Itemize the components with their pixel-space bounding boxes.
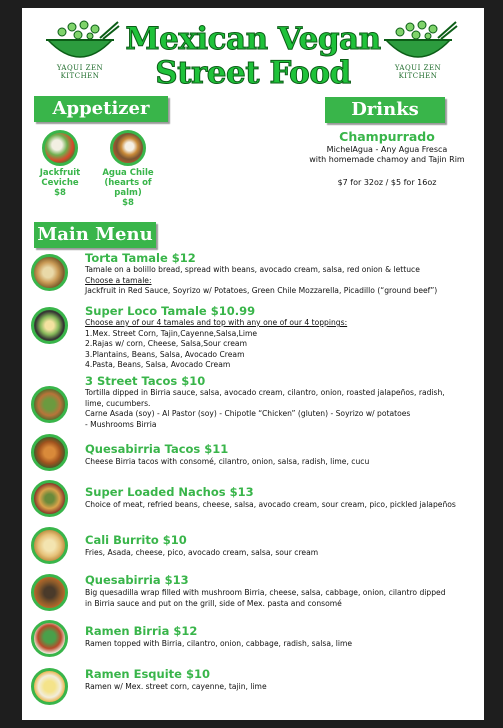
menu-item-desc-line: Fries, Asada, cheese, pico, avocado cream, salsa, sour cream [85, 548, 319, 557]
menu-item-name: Super Loco Tamale $10.99 [85, 304, 256, 318]
yaqui-zen-kitchen-logo-right [378, 16, 458, 86]
menu-item-name: Torta Tamale $12 [85, 251, 196, 265]
menu-item-desc-line: Choice of meat, refried beans, cheese, salsa, avocado cream, sour cream, pico, pickled jalapeños [85, 500, 456, 509]
appetizer-item [22, 130, 98, 199]
logo-text: YAQUI ZEN KITCHEN [394, 64, 442, 80]
appetizer-item-price: $8 [122, 198, 134, 208]
menu-item-name: Cali Burrito $10 [85, 533, 187, 547]
food-photo-icon [31, 574, 68, 611]
appetizer-item-name: Agua Chile (hearts of palm) [102, 168, 154, 198]
page-title-line1: Mexican Vegan [125, 21, 381, 57]
menu-item-desc-line: Big quesadilla wrap filled with mushroom Birria, cheese, salsa, cabbage, onion, cilantro dipped [85, 588, 446, 597]
menu-item-desc-line: 4.Pasta, Beans, Salsa, Avocado Cream [85, 360, 231, 370]
appetizer-heading: Appetizer [34, 96, 168, 122]
food-photo-icon [31, 668, 68, 705]
menu-item-description [85, 457, 477, 468]
menu-item-desc-line: 2.Rajas w/ corn, Cheese, Salsa,Sour cream [85, 339, 247, 349]
menu-item-description [85, 265, 477, 297]
menu-item-desc-line: 3.Plantains, Beans, Salsa, Avocado Cream [85, 349, 245, 359]
drink-description [292, 145, 482, 165]
menu-item-name: Ramen Birria $12 [85, 624, 198, 638]
menu-item-desc-line: lime, cucumbers. [85, 398, 151, 408]
drink-price: $7 for 32oz / $5 for 16oz [337, 178, 437, 187]
menu-item-description [85, 318, 477, 371]
menu-item-desc-line: Cheese Birria tacos with consomé, cilantro, onion, salsa, radish, lime, cucu [85, 457, 370, 466]
menu-item-desc-line: Choose a tamale: [85, 275, 152, 285]
menu-item-desc-line: Choose any of our 4 tamales and top with any one of our 4 toppings: [85, 318, 348, 327]
yaqui-zen-kitchen-logo-left [40, 16, 120, 86]
menu-item-description [85, 639, 477, 650]
menu-item-description [85, 500, 477, 511]
menu-item-desc-line: Ramen w/ Mex. street corn, cayenne, tajin, lime [85, 682, 267, 691]
menu-item-desc-line: - Mushrooms Birria [85, 419, 157, 429]
appetizer-item [90, 130, 166, 209]
drink-desc-line: with homemade chamoy and Tajin Rim [309, 155, 465, 164]
food-photo-icon [31, 254, 68, 291]
bowl-logo-icon [378, 16, 458, 66]
menu-item-name: 3 Street Tacos $10 [85, 374, 206, 388]
menu-item-description [85, 682, 477, 693]
drink-desc-line: MichelAgua - Any Agua Fresca [326, 145, 448, 154]
food-photo-icon [31, 434, 68, 471]
food-photo-icon [31, 620, 68, 657]
food-photo-icon [31, 307, 68, 344]
main-menu-heading: Main Menu [34, 222, 156, 248]
menu-item-desc-line: in Birria sauce and put on the grill, side of Mex. pasta and consomé [85, 598, 342, 608]
food-photo-icon [42, 130, 78, 166]
menu-page [22, 8, 484, 720]
drink-name: Champurrado [339, 129, 435, 144]
logo-text: YAQUI ZEN KITCHEN [56, 64, 104, 80]
menu-item-description [85, 548, 477, 559]
menu-item-desc-line: 1.Mex. Street Corn, Tajin,Cayenne,Salsa,Lime [85, 328, 258, 338]
food-photo-icon [31, 527, 68, 564]
menu-item-desc-line: Jackfruit in Red Sauce, Soyrizo w/ Potatoes, Green Chile Mozzarella, Picadillo (“ground beef”) [85, 286, 438, 296]
menu-item-desc-line: Ramen topped with Birria, cilantro, onion, cabbage, radish, salsa, lime [85, 639, 353, 648]
menu-item-name: Quesabirria $13 [85, 573, 189, 587]
page-title-line2: Street Food [155, 55, 351, 91]
menu-item-desc-line: Carne Asada (soy) - Al Pastor (soy) - Chipotle “Chicken” (gluten) - Soyrizo w/ potatoes [85, 409, 411, 419]
menu-item-description [85, 388, 477, 430]
menu-item-desc-line: Tortilla dipped in Birria sauce, salsa, avocado cream, cilantro, onion, roasted jalapeños, radish, [85, 388, 445, 397]
food-photo-icon [110, 130, 146, 166]
menu-item-name: Super Loaded Nachos $13 [85, 485, 254, 499]
appetizer-item-name: Jackfruit Ceviche [39, 168, 81, 188]
appetizer-item-price: $8 [54, 188, 66, 198]
food-photo-icon [31, 386, 68, 423]
bowl-logo-icon [40, 16, 120, 66]
food-photo-icon [31, 480, 68, 517]
drinks-heading: Drinks [325, 97, 445, 123]
menu-item-description [85, 588, 477, 609]
menu-item-name: Ramen Esquite $10 [85, 667, 210, 681]
menu-item-desc-line: Tamale on a bolillo bread, spread with beans, avocado cream, salsa, red onion & lettuce [85, 265, 420, 274]
menu-item-name: Quesabirria Tacos $11 [85, 442, 229, 456]
